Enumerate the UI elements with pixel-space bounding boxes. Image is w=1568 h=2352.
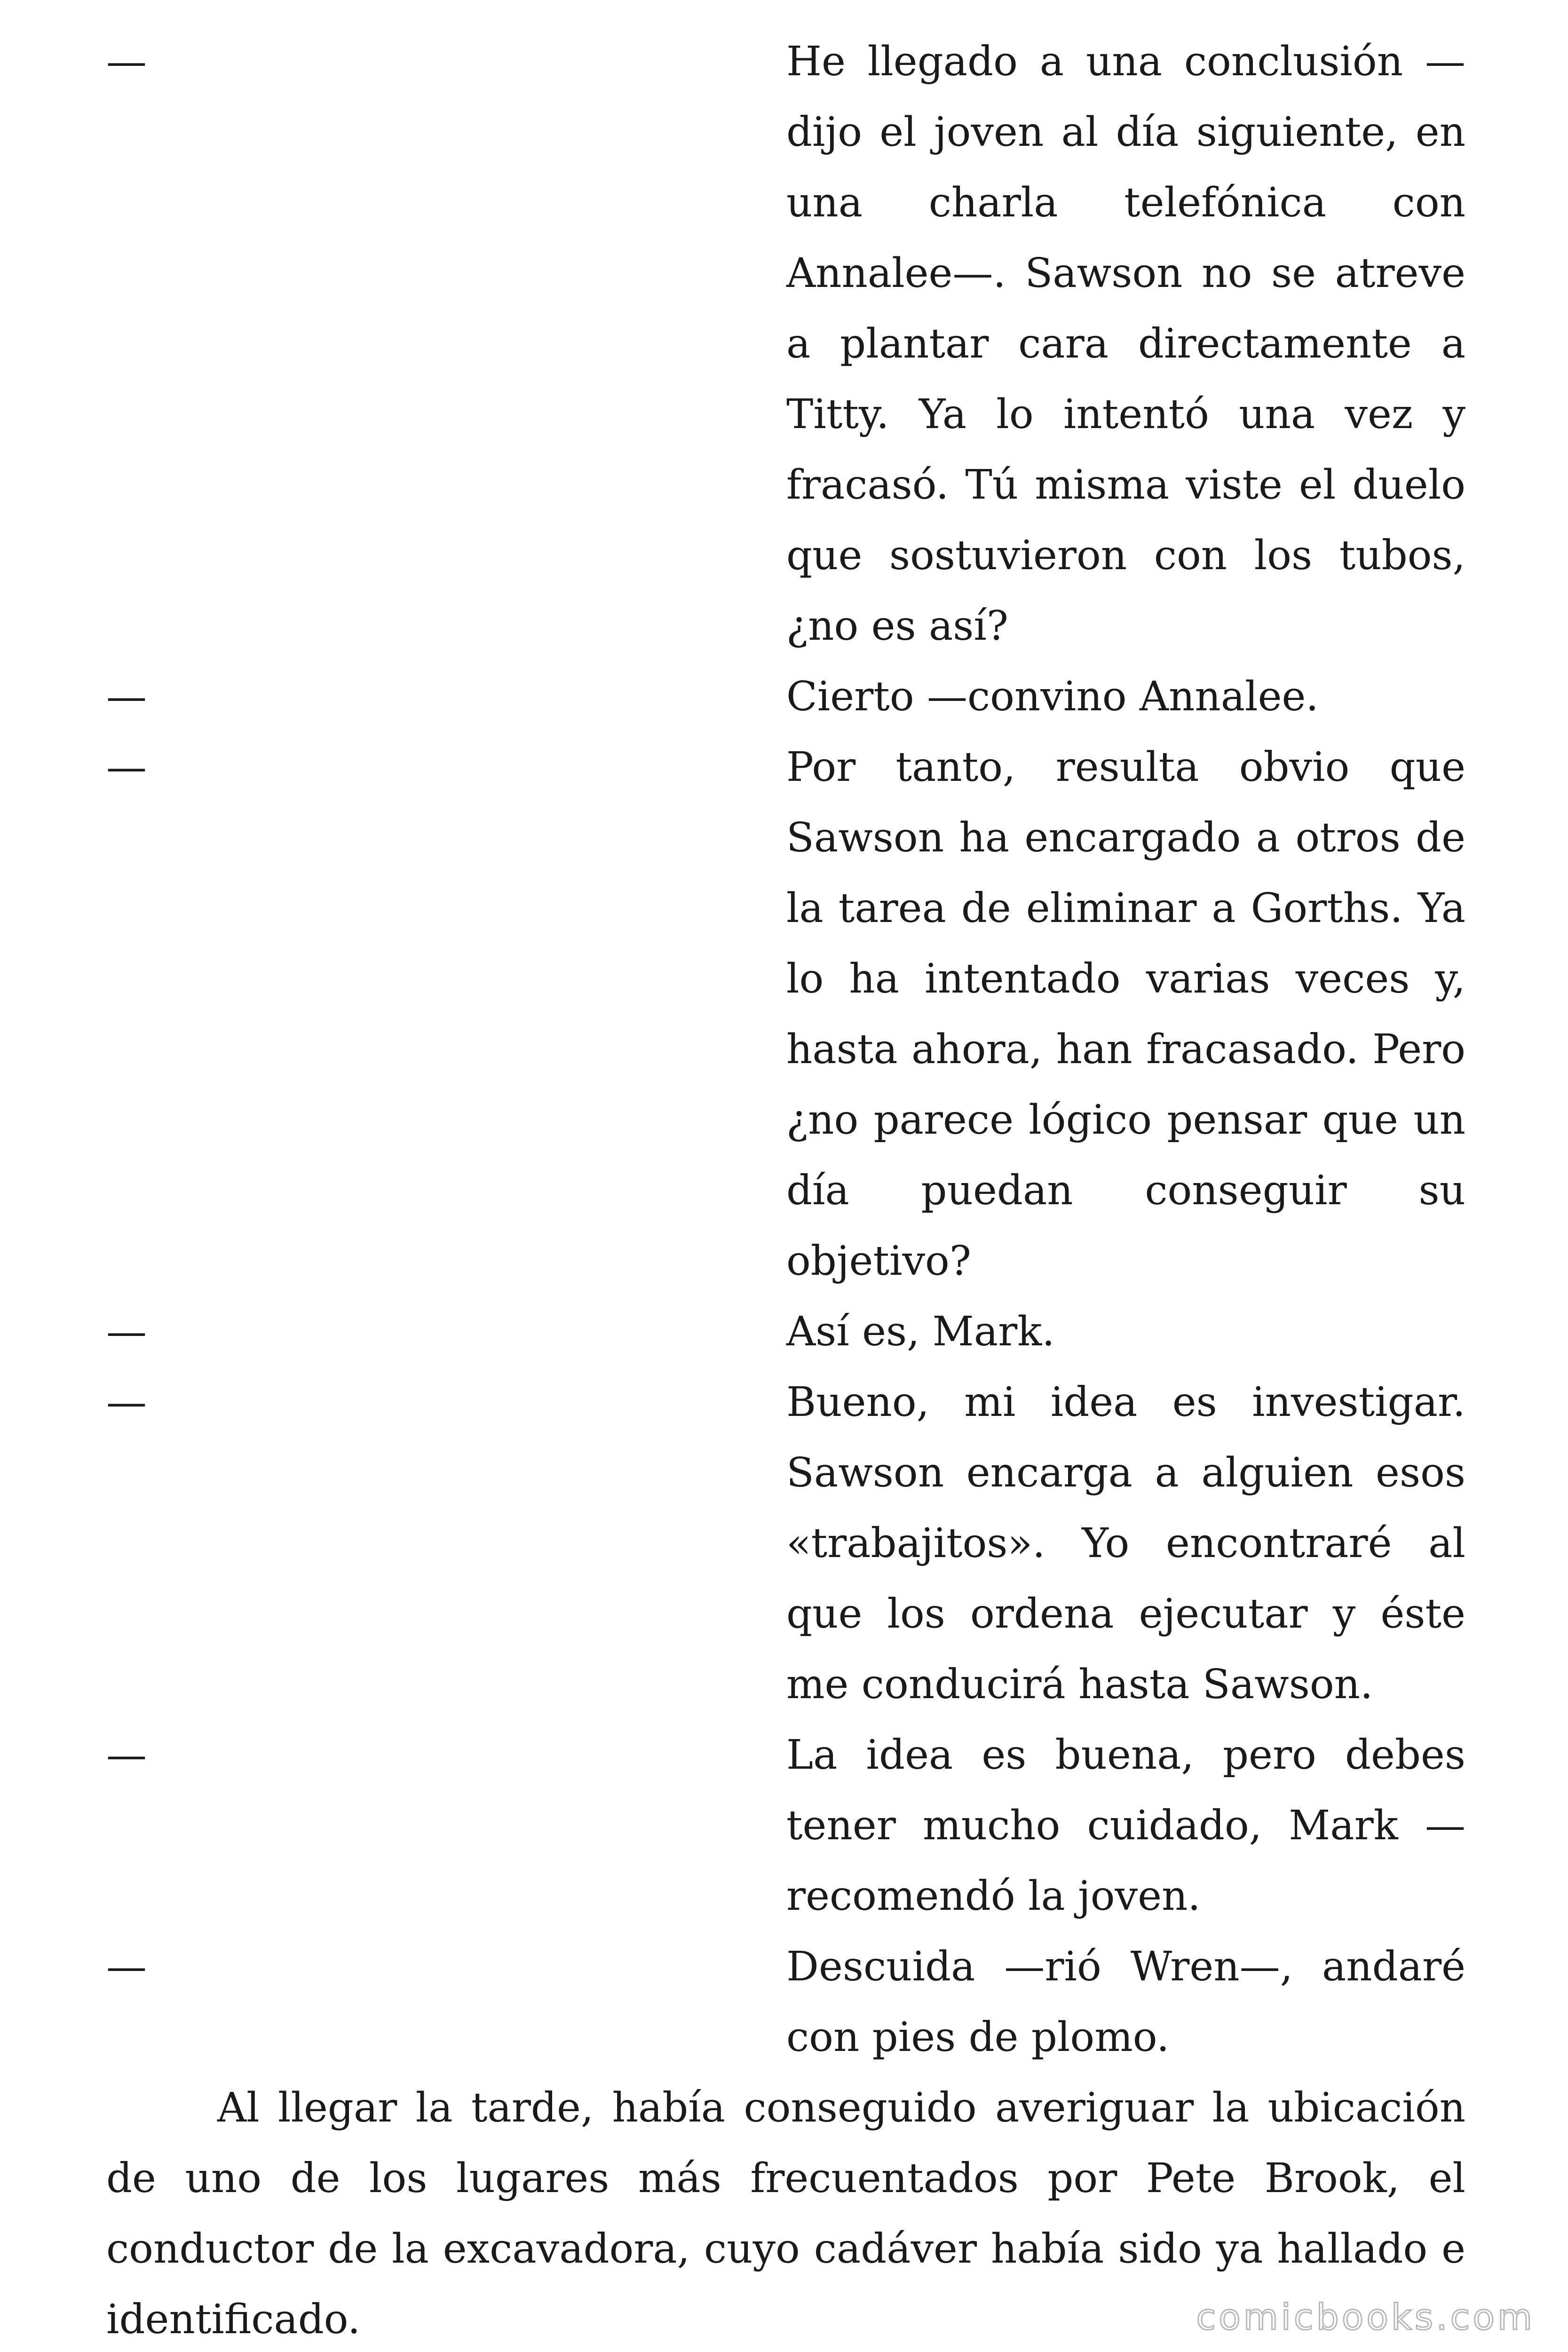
dialogue-text: Así es, Mark. <box>786 1308 1055 1355</box>
dialogue-dash: — <box>106 38 147 85</box>
dialogue-text: Descuida —rió Wren—, andaré con pies de plomo. <box>786 1943 1465 2061</box>
dialogue-text: Por tanto, resulta obvio que Sawson ha encargado a otros de la tarea de eliminar a Gorths. Ya lo ha intentado varias veces y, hasta ahora, han fracasado. Pero ¿no parece lógico pensar que un día puedan conseguir su objetivo? <box>786 744 1465 1285</box>
dialogue-dash: — <box>106 1943 147 1990</box>
dialogue-line-7 <box>106 1931 1465 2073</box>
dialogue-dash: — <box>106 1732 147 1779</box>
dialogue-text: He llegado a una conclusión —dijo el joven al día siguiente, en una charla telefónica con Annalee—. Sawson no se atreve a plantar cara directamente a Titty. Ya lo intentó una vez y fracasó. Tú misma viste el duelo que sostuvieron con los tubos, ¿no es así? <box>786 38 1465 650</box>
dialogue-line-6 <box>106 1720 1465 1931</box>
dialogue-line-2 <box>106 661 1465 732</box>
body-paragraph-1: Al llegar la tarde, había conseguido averiguar la ubicación de uno de los lugares más frecuentados por Pete Brook, el conductor de la excavadora, cuyo cadáver había sido ya hallado e identificado. <box>106 2084 1465 2343</box>
dialogue-line-1 <box>106 26 1465 661</box>
dialogue-dash: — <box>106 673 147 720</box>
dialogue-line-3 <box>106 732 1465 1296</box>
page-body <box>106 26 1465 2352</box>
dialogue-dash: — <box>106 1308 147 1355</box>
dialogue-dash: — <box>106 1379 147 1426</box>
dialogue-text: Cierto —convino Annalee. <box>786 673 1319 720</box>
dialogue-text: La idea es buena, pero debes tener mucho cuidado, Mark —recomendó la joven. <box>786 1732 1465 1920</box>
dialogue-dash: — <box>106 744 147 791</box>
dialogue-line-5 <box>106 1367 1465 1720</box>
dialogue-line-4 <box>106 1296 1465 1367</box>
dialogue-text: Bueno, mi idea es investigar. Sawson encarga a alguien esos «trabajitos». Yo encontraré al que los ordena ejecutar y éste me conducirá hasta Sawson. <box>786 1379 1465 1708</box>
watermark-logo: comicbooks.com <box>1196 2296 1535 2338</box>
